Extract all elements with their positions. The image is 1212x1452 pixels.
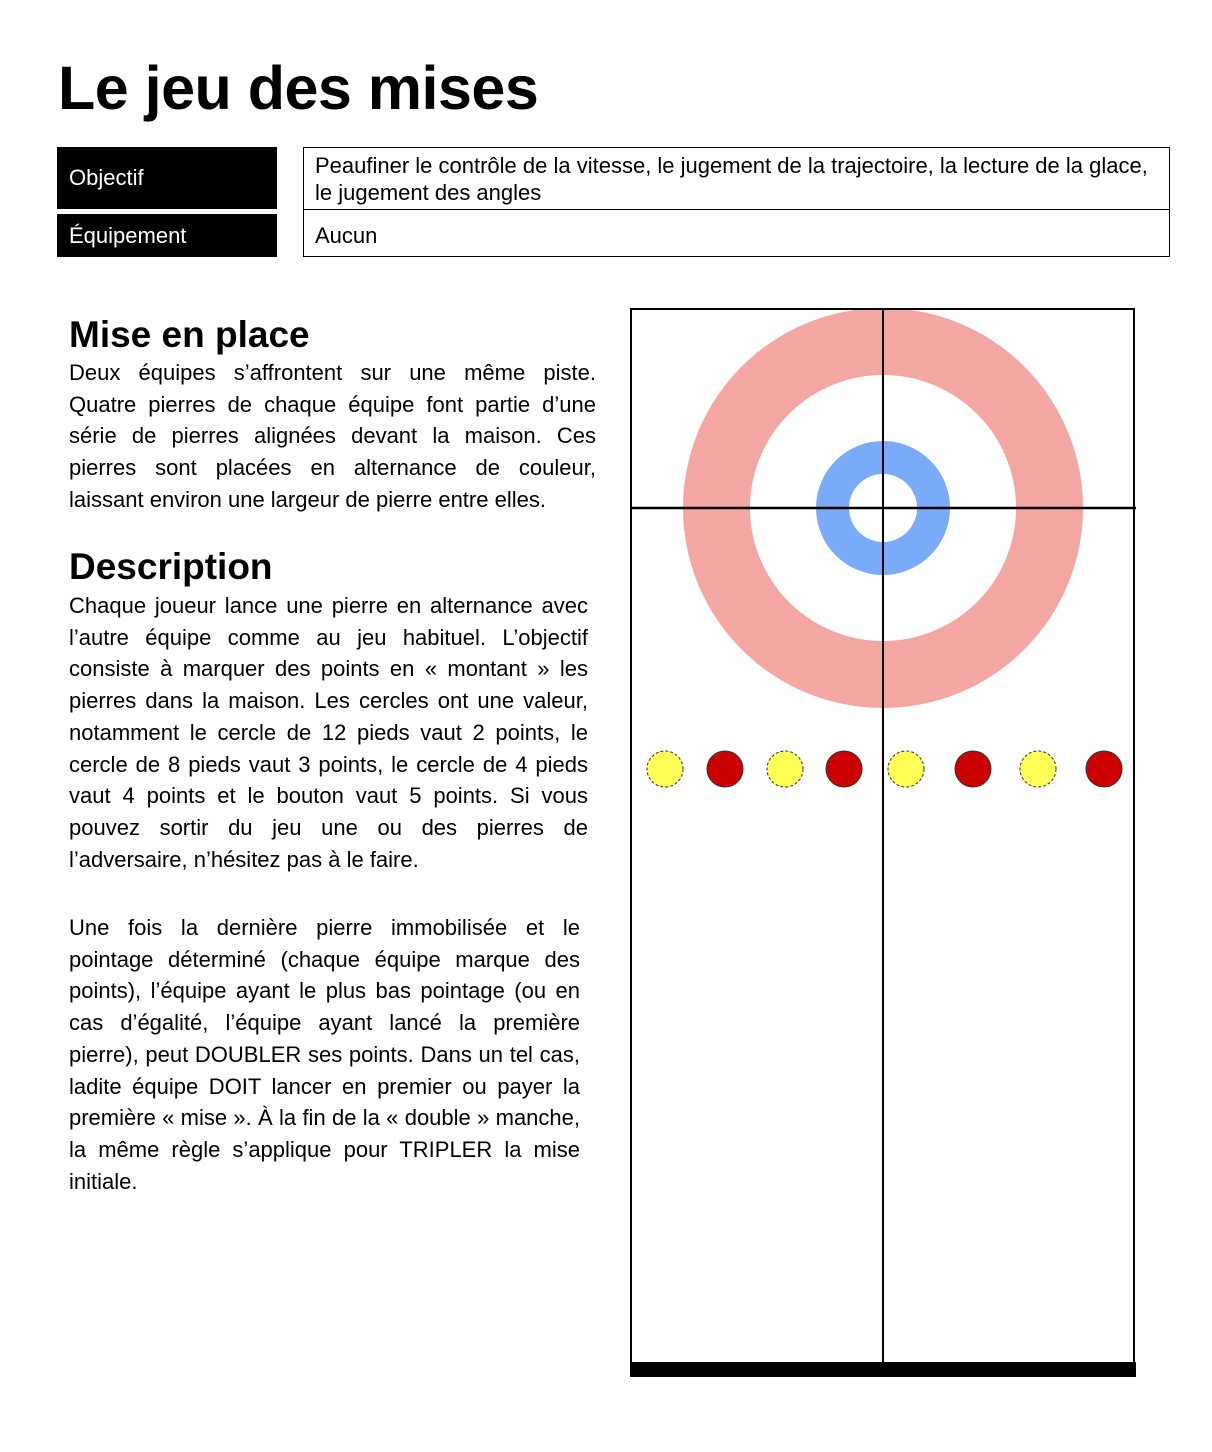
curling-sheet-diagram	[630, 308, 1137, 1378]
setup-text: Deux équipes s’affrontent sur une même piste. Quatre pierres de chaque équipe font partie d’une série de pierres alignées devant la maison. Ces pierres sont placées en alternance de couleur, laissant environ une largeur de pierre entre elles.	[69, 360, 596, 512]
red-stone	[955, 751, 991, 787]
description-paragraph-1: Chaque joueur lance une pierre en alternance avec l’autre équipe comme au jeu habituel. L’objectif consiste à marquer des points en « montant » les pierres dans la maison. Les cercles ont une valeur, notamment le cercle de 12 pieds vaut 2 points, le cercle de 8 pieds vaut 3 points, le cercle de 4 pieds vaut 4 points et le bouton vaut 5 points. Si vous pouvez sortir du jeu une ou des pierres de l’adversaire, n’hésitez pas à le faire.	[69, 593, 588, 872]
hog-line	[630, 1362, 1136, 1377]
setup-heading: Mise en place	[69, 314, 310, 355]
equipement-label: Équipement	[57, 214, 277, 257]
objectif-label: Objectif	[57, 147, 277, 209]
red-stone	[1086, 751, 1122, 787]
equipement-value: Aucun	[303, 209, 1170, 257]
yellow-stone	[888, 751, 924, 787]
description-heading: Description	[69, 546, 273, 587]
objectif-value: Peaufiner le contrôle de la vitesse, le jugement de la trajectoire, la lecture de la glace, le jugement des angles	[303, 147, 1170, 210]
description-paragraph-2: Une fois la dernière pierre immobilisée et le pointage déterminé (chaque équipe marque des points), l’équipe ayant le plus bas pointage (ou en cas d’égalité, l’équipe ayant lancé la première pierre), peut DOUBLER ses points. Dans un tel cas, ladite équipe DOIT lancer en premier ou payer la première « mise ». À la fin de la « double » manche, la même règle s’applique pour TRIPLER la mise initiale.	[69, 915, 580, 1194]
yellow-stone	[767, 751, 803, 787]
page-title: Le jeu des mises	[58, 54, 539, 122]
yellow-stone	[647, 751, 683, 787]
red-stone	[826, 751, 862, 787]
red-stone	[707, 751, 743, 787]
yellow-stone	[1020, 751, 1056, 787]
